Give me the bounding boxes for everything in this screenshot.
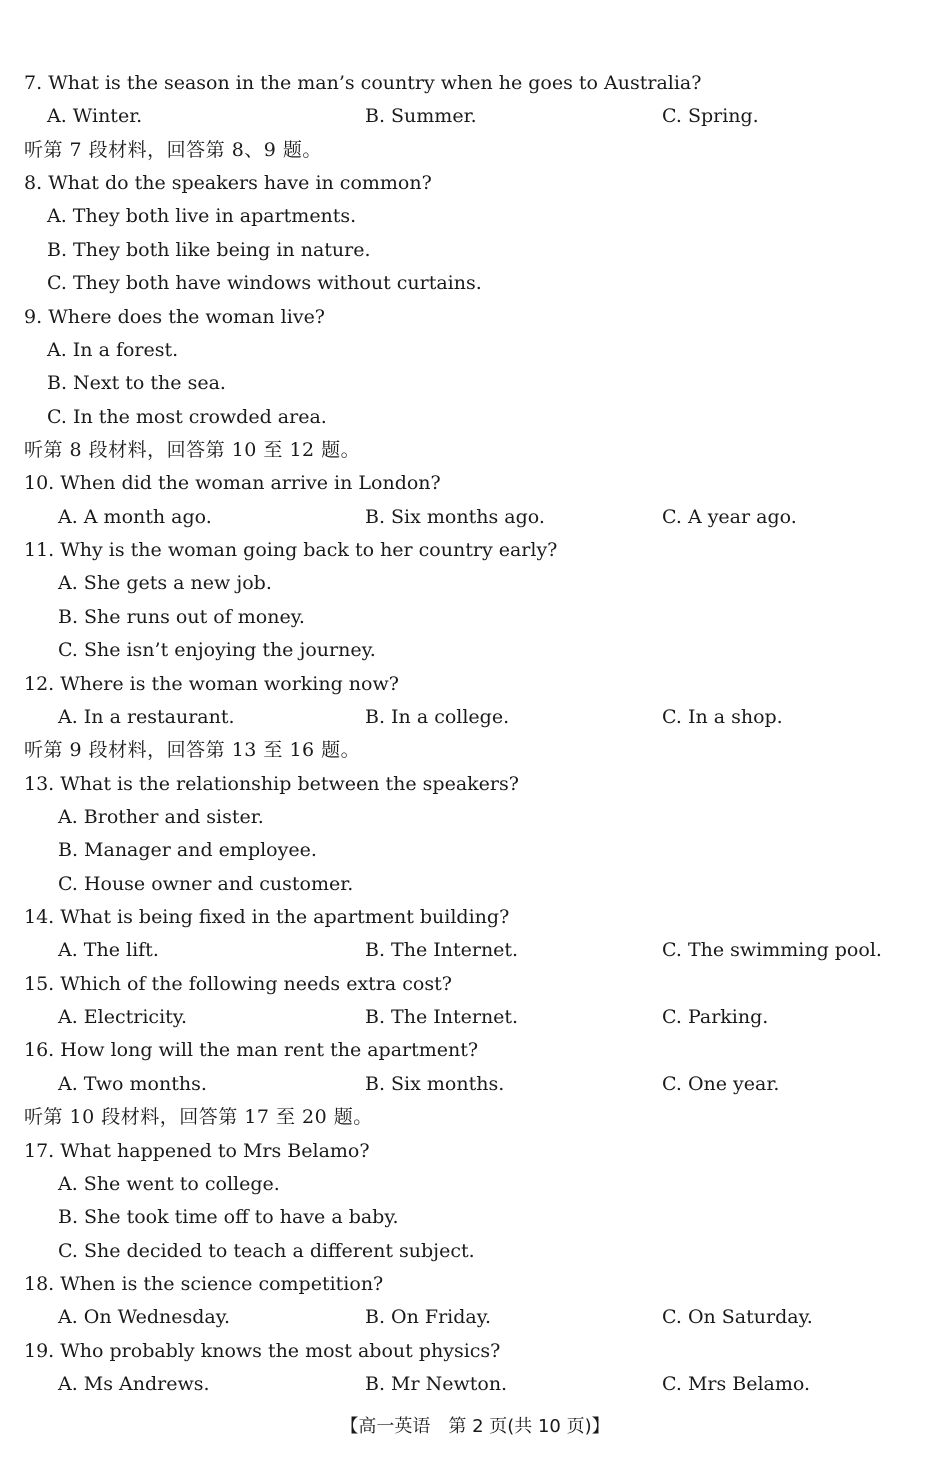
option-a: A. They both live in apartments.: [47, 205, 357, 228]
question-number: 14.: [24, 906, 55, 928]
question-number: 8.: [24, 172, 43, 195]
option-a: A. Two months.: [58, 1072, 207, 1095]
section-heading: [0, 734, 950, 767]
option-c: C. A year ago.: [662, 505, 797, 528]
question-stem: [0, 1034, 950, 1067]
question-text: Where does the woman live?: [48, 305, 325, 328]
question-number: 15.: [24, 972, 55, 995]
option-b: B. Mr Newton.: [365, 1373, 508, 1395]
question-text: What do the speakers have in common?: [48, 172, 432, 195]
option-b: B. They both like being in nature.: [47, 238, 371, 261]
question-text: What happened to Mrs Belamo?: [60, 1139, 370, 1162]
option-c: C. On Saturday.: [662, 1306, 813, 1329]
option-c: C. The swimming pool.: [662, 939, 882, 962]
options-row: [0, 701, 950, 734]
option-a: A. In a restaurant.: [58, 705, 235, 728]
option-b: B. She runs out of money.: [58, 605, 305, 628]
options-row: [0, 934, 950, 967]
option-b: B. Manager and employee.: [58, 839, 317, 862]
option-a: A. A month ago.: [58, 505, 212, 528]
option-a: A. On Wednesday.: [58, 1306, 231, 1329]
option-line: [0, 601, 950, 634]
question-stem: [0, 768, 950, 801]
question-text: What is the relationship between the speakers?: [60, 772, 519, 795]
section-heading: [0, 434, 950, 467]
question-stem: [0, 1335, 950, 1368]
question-text: Which of the following needs extra cost?: [60, 972, 452, 995]
option-b: B. Six months ago.: [365, 505, 545, 528]
option-a: A. Brother and sister.: [58, 805, 264, 828]
question-stem: [0, 167, 950, 200]
question-number: 19.: [24, 1339, 55, 1362]
option-b: B. In a college.: [365, 705, 510, 728]
question-stem: [0, 1268, 950, 1301]
option-b: B. Six months.: [365, 1072, 505, 1095]
question-number: 11.: [24, 539, 55, 561]
option-line: [0, 1168, 950, 1201]
question-number: 7.: [24, 72, 43, 94]
option-c: C. Parking.: [662, 1006, 769, 1029]
section-heading: [0, 134, 950, 167]
question-number: 17.: [24, 1139, 55, 1162]
option-a: A. The lift.: [58, 939, 159, 962]
option-line: [0, 267, 950, 300]
question-number: 10.: [24, 472, 55, 495]
option-b: B. The Internet.: [365, 1006, 519, 1029]
option-b: B. She took time off to have a baby.: [58, 1206, 399, 1229]
option-line: [0, 801, 950, 834]
option-line: [0, 567, 950, 600]
section-heading: [0, 1101, 950, 1134]
section-instruction: 听第 10 段材料，回答第 17 至 20 题。: [24, 1106, 373, 1129]
option-a: A. Winter.: [47, 105, 143, 128]
option-line: [0, 334, 950, 367]
question-stem: [0, 968, 950, 1001]
option-a: A. She went to college.: [58, 1172, 280, 1195]
options-row: [0, 1301, 950, 1334]
option-b: B. Summer.: [365, 105, 477, 128]
question-stem: [0, 67, 950, 100]
question-text: Why is the woman going back to her country early?: [60, 539, 558, 561]
option-line: [0, 1235, 950, 1268]
options-row: [0, 1068, 950, 1101]
option-line: [0, 401, 950, 434]
question-text: What is the season in the man’s country when he goes to Australia?: [48, 72, 702, 94]
option-b: B. The Internet.: [365, 939, 519, 962]
option-c: C. She decided to teach a different subject.: [58, 1239, 475, 1262]
question-stem: [0, 534, 950, 567]
option-c: C. In a shop.: [662, 705, 783, 728]
section-instruction: 听第 7 段材料，回答第 8、9 题。: [24, 138, 322, 161]
option-a: A. She gets a new job.: [58, 572, 272, 595]
question-stem: [0, 1135, 950, 1168]
option-a: A. Electricity.: [58, 1006, 188, 1029]
question-number: 9.: [24, 305, 43, 328]
section-instruction: 听第 8 段材料，回答第 10 至 12 题。: [24, 439, 361, 461]
option-c: C. In the most crowded area.: [47, 405, 327, 428]
question-stem: [0, 668, 950, 701]
question-text: When is the science competition?: [60, 1273, 384, 1295]
option-c: C. House owner and customer.: [58, 872, 354, 895]
section-instruction: 听第 9 段材料，回答第 13 至 16 题。: [24, 739, 361, 762]
question-text: What is being fixed in the apartment building?: [60, 906, 510, 928]
option-c: C. She isn’t enjoying the journey.: [58, 639, 376, 662]
options-row: [0, 501, 950, 534]
option-c: C. Mrs Belamo.: [662, 1373, 811, 1395]
option-line: [0, 200, 950, 233]
question-stem: [0, 301, 950, 334]
option-line: [0, 834, 950, 867]
question-stem: [0, 467, 950, 500]
option-c: C. Spring.: [662, 105, 759, 128]
question-number: 16.: [24, 1039, 55, 1062]
option-line: [0, 868, 950, 901]
option-c: C. One year.: [662, 1072, 780, 1095]
question-number: 18.: [24, 1273, 55, 1295]
option-line: [0, 367, 950, 400]
option-a: A. In a forest.: [47, 338, 179, 361]
option-line: [0, 634, 950, 667]
question-text: When did the woman arrive in London?: [60, 472, 441, 495]
question-text: Where is the woman working now?: [60, 672, 399, 695]
options-row: [0, 1001, 950, 1034]
option-b: B. On Friday.: [365, 1306, 491, 1329]
option-c: C. They both have windows without curtains.: [47, 272, 482, 295]
option-b: B. Next to the sea.: [47, 372, 226, 395]
question-number: 13.: [24, 772, 55, 795]
options-row: [0, 1368, 950, 1401]
option-a: A. Ms Andrews.: [58, 1373, 210, 1395]
question-text: How long will the man rent the apartment?: [60, 1039, 479, 1062]
question-stem: [0, 901, 950, 934]
options-row: [0, 100, 950, 133]
option-line: [0, 1201, 950, 1234]
option-line: [0, 234, 950, 267]
page-footer: 【高一英语 第 2 页(共 10 页)】: [340, 1416, 610, 1437]
question-text: Who probably knows the most about physics?: [60, 1339, 501, 1362]
question-number: 12.: [24, 672, 55, 695]
